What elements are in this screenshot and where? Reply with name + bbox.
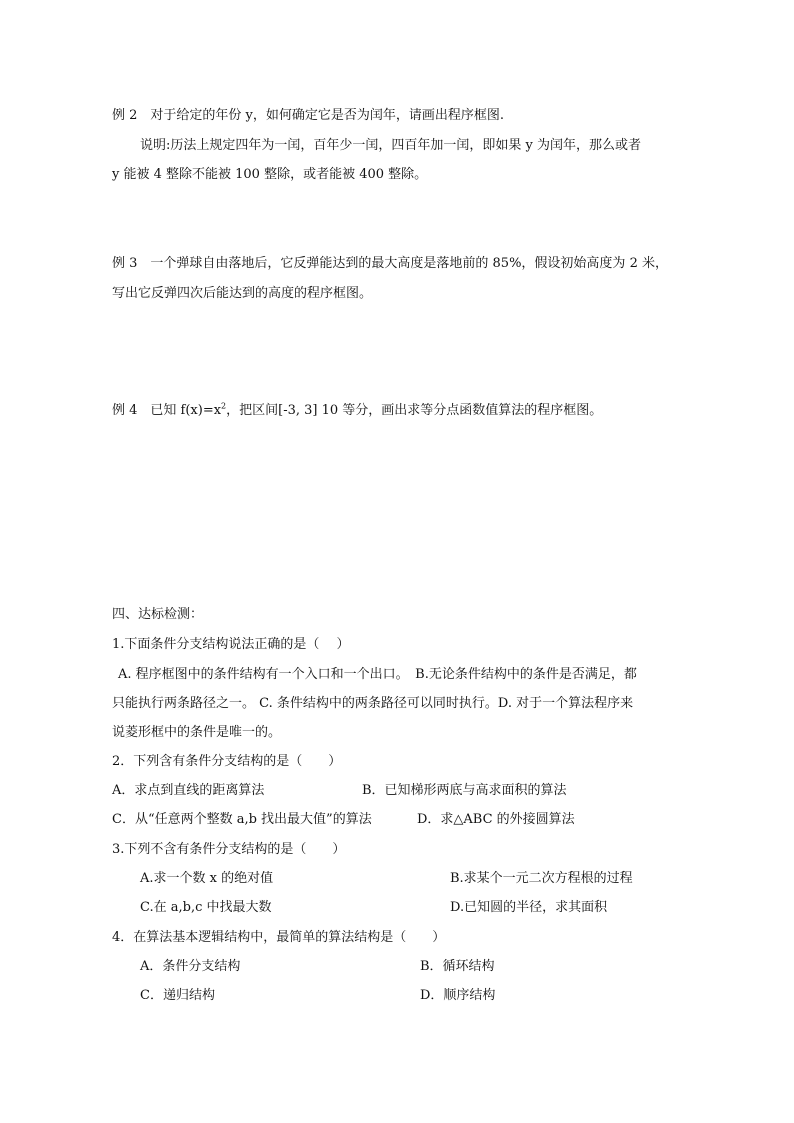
example-2-note-line-1: 说明:历法上规定四年为一闰，百年少一闰，四百年加一闰，即如果 y 为闰年，那么或者 <box>140 138 641 153</box>
example-3-line-1: 例 3 一个弹球自由落地后，它反弹能达到的最大高度是落地前的 85%，假设初始高度为 2 米， <box>112 256 668 271</box>
example-4-exponent: 2 <box>221 401 227 411</box>
question-3-option-c: C.在 a,b,c 中找最大数 <box>140 900 272 915</box>
question-2-option-a: A．求点到直线的距离算法 <box>112 783 265 798</box>
question-1-line-2: 只能执行两条路径之一。 C. 条件结构中的两条路径可以同时执行。D. 对于一个算法程序来 <box>112 696 634 711</box>
question-1-line-3: 说菱形框中的条件是唯一的。 <box>112 725 282 740</box>
question-2-stem: 2．下列含有条件分支结构的是（ ） <box>112 754 342 769</box>
section-heading: 四、达标检测： <box>112 607 204 622</box>
question-3-stem: 3.下列不含有条件分支结构的是（ ） <box>112 842 346 857</box>
question-4-option-a: A．条件分支结构 <box>140 959 241 974</box>
question-1-stem: 1.下面条件分支结构说法正确的是（ ） <box>112 637 350 652</box>
example-4-prefix: 例 4 已知 f(x)=x <box>112 403 222 418</box>
question-4-option-c: C．递归结构 <box>140 988 215 1003</box>
example-4-suffix: ，把区间[-3, 3] 10 等分，画出求等分点函数值算法的程序框图。 <box>226 403 603 418</box>
example-2-note-line-2: y 能被 4 整除不能被 100 整除，或者能被 400 整除。 <box>112 167 428 182</box>
question-1-line-1: A. 程序框图中的条件结构有一个入口和一个出口。 B.无论条件结构中的条件是否满足，都 <box>118 667 637 682</box>
question-2-option-b: B．已知梯形两底与高求面积的算法 <box>362 783 567 798</box>
example-3-line-2: 写出它反弹四次后能达到的高度的程序框图。 <box>112 286 373 301</box>
question-4-option-d: D．顺序结构 <box>420 988 496 1003</box>
question-2-option-d: D．求△ABC 的外接圆算法 <box>417 812 575 827</box>
example-2-title: 例 2 对于给定的年份 y，如何确定它是否为闰年，请画出程序框图. <box>112 108 505 123</box>
question-3-option-d: D.已知圆的半径，求其面积 <box>450 900 608 915</box>
question-3-option-b: B.求某个一元二次方程根的过程 <box>450 871 633 886</box>
question-4-stem: 4．在算法基本逻辑结构中，最简单的算法结构是（ ） <box>112 930 446 945</box>
example-4 <box>112 402 602 420</box>
question-2-option-c: C．从“任意两个整数 a,b 找出最大值”的算法 <box>112 812 372 827</box>
question-3-option-a: A.求一个数 x 的绝对值 <box>140 871 274 886</box>
question-4-option-b: B．循环结构 <box>420 959 495 974</box>
